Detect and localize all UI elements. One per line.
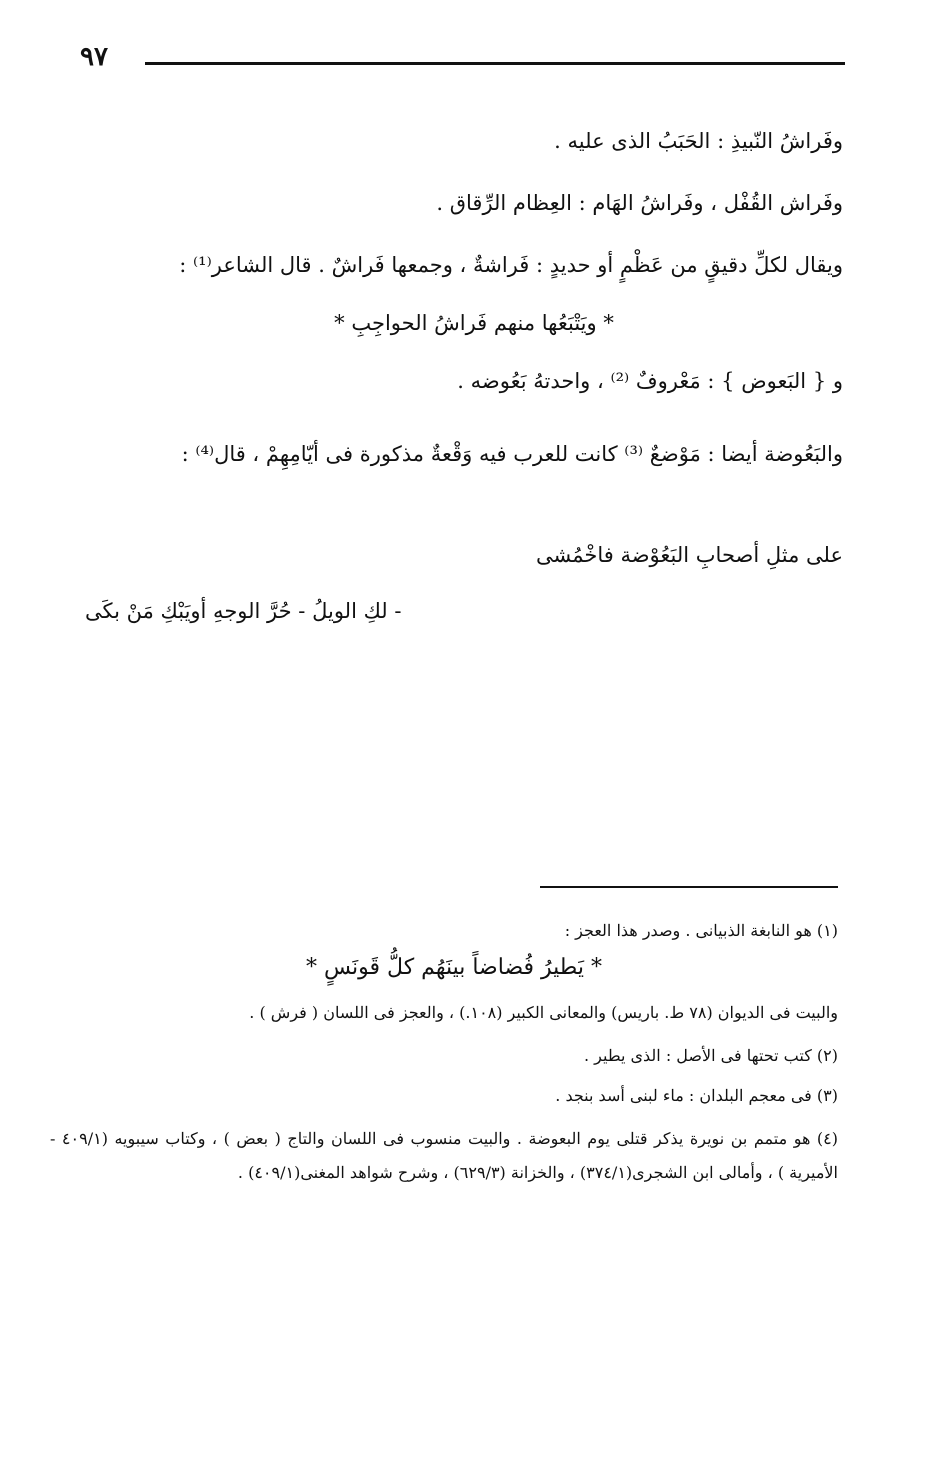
footnote-1-source: والبيت فى الديوان (٧٨ ط. باريس) والمعانى الكبير (١٠٨.) ، والعجز فى اللسان ( فرش ) . bbox=[249, 1003, 838, 1022]
footnote-3: (٣) فى معجم البلدان : ماء لبنى أسد بنجد . bbox=[555, 1086, 838, 1105]
verse-hemistich: * ويَتْبَعُها منهم فَراشُ الحواجِبِ * bbox=[334, 311, 614, 335]
footnote-2: (٢) كتب تحتها فى الأصل : الذى يطير . bbox=[584, 1046, 838, 1065]
text-line-2: وفَراش القُفْل ، وفَراشُ الهَام : العِظام الرِّقاق . bbox=[436, 191, 843, 215]
header-rule bbox=[145, 62, 845, 65]
text-line-3: ويقال لكلِّ دقيقٍ من عَظْمٍ أو حديدٍ : فَراشةٌ ، وجمعها فَراشٌ . قال الشاعر⁽¹⁾ : bbox=[179, 253, 843, 277]
footnote-1-verse: * يَطيرُ فُضاضاً بينَهُم كلُّ قَونَسٍ * bbox=[306, 955, 602, 980]
text-line-1: وفَراشُ النّبيذِ : الحَبَبُ الذى عليه . bbox=[554, 129, 843, 153]
poem-line-1: على مثلِ أصحابِ البَعُوْضة فاخْمُشى bbox=[535, 543, 843, 567]
text-line-4: و { البَعوض } : مَعْروفٌ ⁽²⁾ ، واحدتهُ بَعُوضه . bbox=[457, 369, 843, 393]
page-number: ٩٧ bbox=[80, 42, 108, 72]
poem-line-2: - لكِ الويلُ - حُرَّ الوجهِ أويَبْكِ مَنْ بكَى bbox=[85, 599, 402, 623]
footnote-1: (١) هو النابغة الذبيانى . وصدر هذا العجز : bbox=[564, 921, 838, 940]
footnote-4: (٤) هو متمم بن نويرة يذكر قتلى يوم البعوضة . والبيت منسوب فى اللسان والتاج ( بعض ) ، وكتاب سيبويه (٤٠٩/١ - الأميرية ) ، وأمالى ابن الشجرى(٣٧٤/١) ، والخزانة (٦٢٩/٣) ، وشرح شواهد المغنى(٤٠٩/١) . bbox=[50, 1129, 838, 1182]
footnote-rule bbox=[540, 886, 838, 888]
text-line-5: والبَعُوضة أيضا : مَوْضعٌ ⁽³⁾ كانت للعرب فيه وَقْعةٌ مذكورة فى أيّامِهِمْ ، قال⁽⁴⁾ : bbox=[181, 442, 843, 466]
